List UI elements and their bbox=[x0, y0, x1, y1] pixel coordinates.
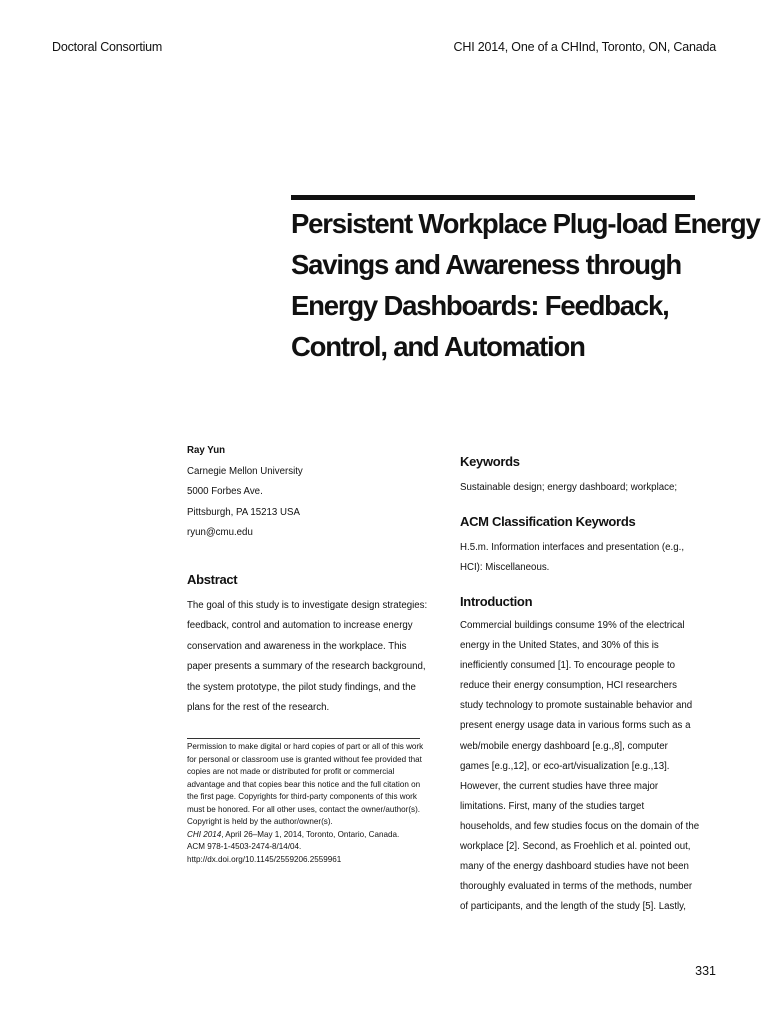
author-name: Ray Yun bbox=[187, 445, 226, 456]
introduction-line: reduce their energy consumption, HCI researchers bbox=[460, 680, 677, 692]
introduction-line: limitations. First, many of the studies target bbox=[460, 800, 645, 812]
introduction-line: inefficiently consumed [1]. To encourage people to bbox=[460, 660, 676, 672]
abstract-line: feedback, control and automation to increase energy bbox=[187, 620, 413, 632]
introduction-line: of participants, and the length of the study [5]. Lastly, bbox=[460, 901, 686, 913]
introduction-heading: Introduction bbox=[460, 594, 533, 609]
abstract-line: the system prototype, the pilot study findings, and the bbox=[187, 681, 416, 693]
footnote-line: Permission to make digital or hard copies of part or all of this work bbox=[187, 742, 424, 751]
footnote-line: Copyright is held by the author/owner(s). bbox=[187, 817, 333, 826]
title-rule bbox=[291, 195, 695, 200]
acm-classification-heading: ACM Classification Keywords bbox=[460, 514, 636, 529]
title-line: Savings and Awareness through bbox=[291, 249, 682, 280]
abstract-heading: Abstract bbox=[187, 572, 238, 587]
page-number: 331 bbox=[695, 964, 716, 978]
keywords-text: Sustainable design; energy dashboard; workplace; bbox=[460, 482, 678, 493]
footnote-line: advantage and that copies bear this notice and the full citation on bbox=[187, 779, 421, 789]
running-header-left: Doctoral Consortium bbox=[52, 40, 163, 54]
introduction-line: web/mobile energy dashboard [e.g.,8], computer bbox=[460, 740, 668, 752]
author-affiliation: Carnegie Mellon University bbox=[187, 465, 303, 477]
abstract-body bbox=[187, 596, 432, 718]
paper-title bbox=[291, 203, 760, 367]
abstract-line: conservation and awareness in the workplace. This bbox=[187, 640, 407, 652]
keywords-heading: Keywords bbox=[460, 454, 520, 469]
footnote-line: copies are not made or distributed for profit or commercial bbox=[187, 767, 395, 776]
introduction-line: Commercial buildings consume 19% of the electrical bbox=[460, 620, 685, 631]
author-block bbox=[187, 441, 437, 544]
introduction-line: study technology to promote sustainable behavior and bbox=[460, 700, 693, 712]
footnote-line: the first page. Copyrights for third-party components of this work bbox=[187, 792, 417, 801]
author-address-line: Pittsburgh, PA 15213 USA bbox=[187, 506, 300, 518]
acm-classification-line: HCI): Miscellaneous. bbox=[460, 562, 550, 574]
footnote-rule bbox=[187, 738, 420, 739]
title-line: Control, and Automation bbox=[291, 331, 585, 362]
introduction-line: present energy usage data in various forms such as a bbox=[460, 720, 691, 732]
abstract-line: plans for the rest of the research. bbox=[187, 702, 330, 714]
acm-isbn: ACM 978-1-4503-2474-8/14/04. bbox=[187, 842, 302, 851]
introduction-line: many of the energy dashboard studies have not been bbox=[460, 861, 689, 873]
introduction-line: workplace [2]. Second, as Froehlich et al. pointed out, bbox=[460, 841, 691, 853]
introduction-line: However, the current studies have three major bbox=[460, 780, 659, 792]
copyright-footnote bbox=[187, 741, 427, 866]
conference-line bbox=[187, 829, 427, 842]
introduction-line: thoroughly evaluated in terms of the methods, number bbox=[460, 881, 693, 893]
acm-classification-line: H.5.m. Information interfaces and presentation (e.g., bbox=[460, 542, 685, 553]
introduction-line: households, and few studies focus on the domain of the bbox=[460, 820, 700, 832]
title-line: Persistent Workplace Plug-load Energy bbox=[291, 208, 760, 239]
footnote-line: must be honored. For all other uses, contact the owner/author(s). bbox=[187, 804, 421, 814]
abstract-line: paper presents a summary of the research background, bbox=[187, 661, 426, 673]
conference-name: CHI 2014 bbox=[187, 829, 222, 839]
introduction-line: energy in the United States, and 30% of this is bbox=[460, 640, 659, 652]
title-line: Energy Dashboards: Feedback, bbox=[291, 290, 669, 321]
conference-details: , April 26–May 1, 2014, Toronto, Ontario, Canada. bbox=[221, 829, 400, 839]
author-email: ryun@cmu.edu bbox=[187, 527, 253, 539]
introduction-line: games [e.g.,12], or eco-art/visualization [e.g.,13]. bbox=[460, 760, 670, 772]
abstract-line: The goal of this study is to investigate design strategies: bbox=[187, 600, 428, 611]
running-header-right: CHI 2014, One of a CHInd, Toronto, ON, Canada bbox=[453, 40, 716, 54]
author-address-line: 5000 Forbes Ave. bbox=[187, 486, 263, 498]
footnote-line: for personal or classroom use is granted without fee provided that bbox=[187, 754, 422, 764]
acm-classification-body bbox=[460, 538, 710, 579]
doi-link[interactable]: http://dx.doi.org/10.1145/2559206.2559961 bbox=[187, 854, 342, 864]
introduction-body bbox=[460, 616, 705, 917]
